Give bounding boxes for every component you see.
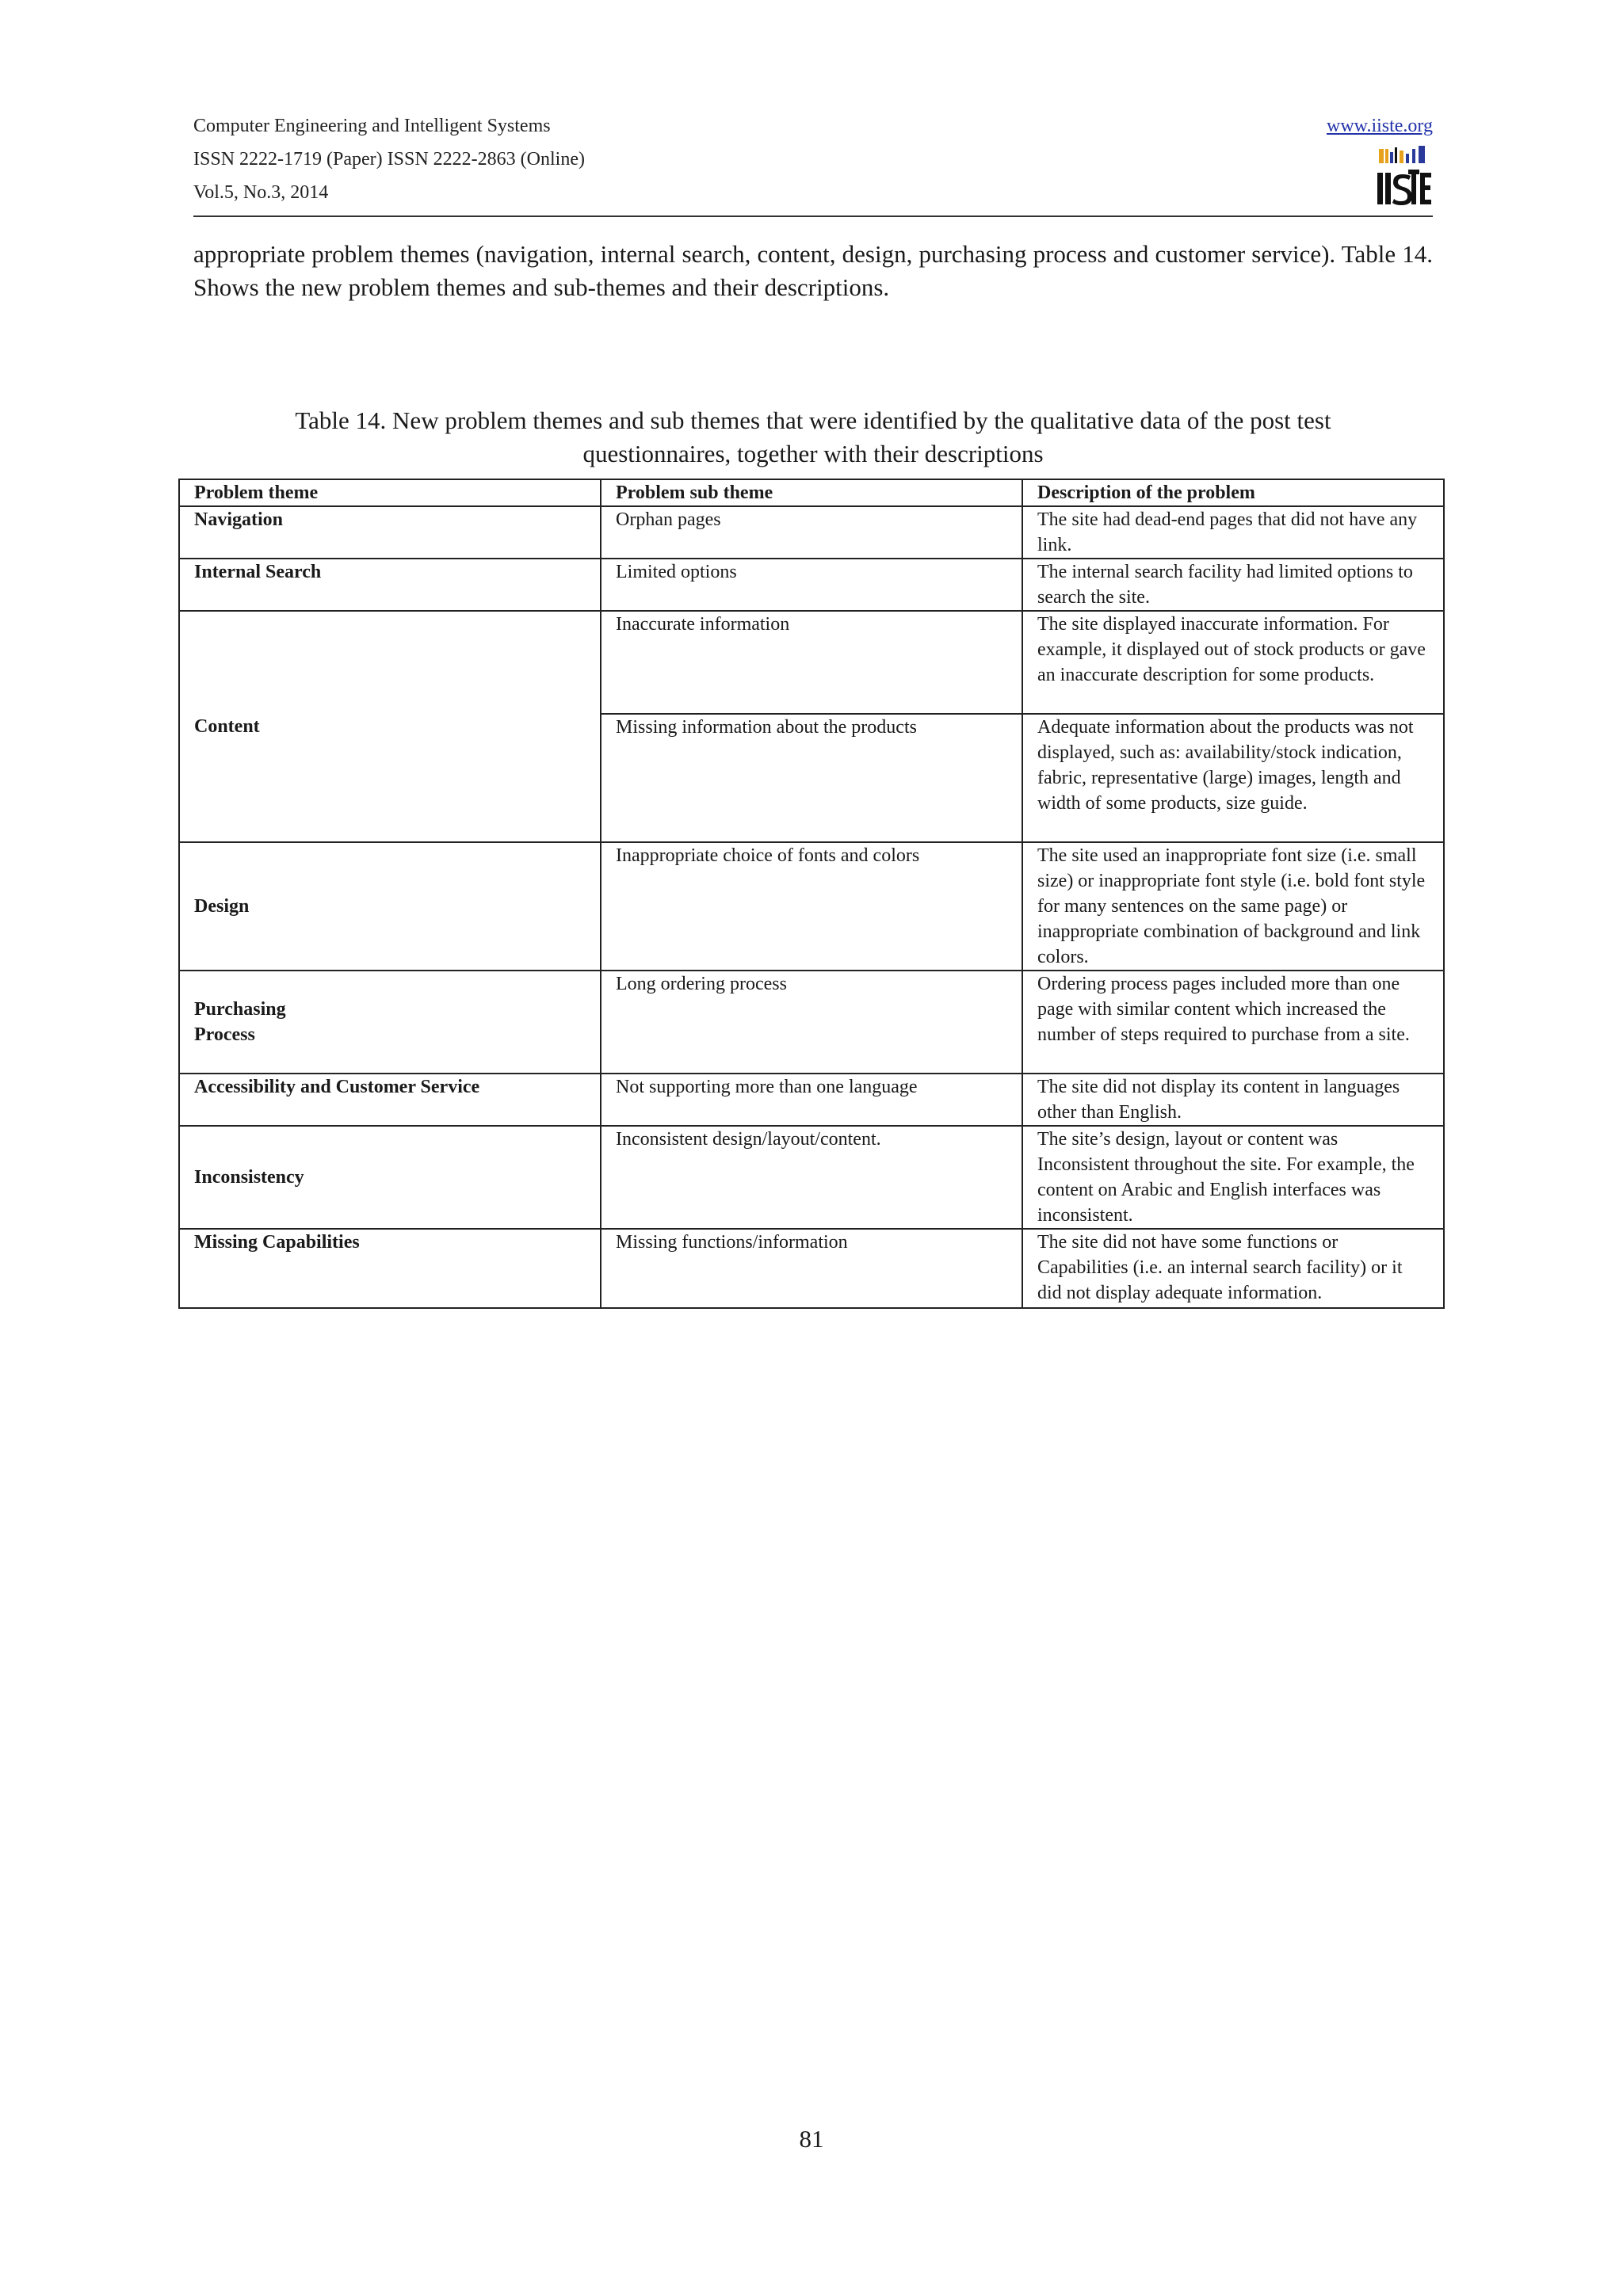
description-cell: The internal search facility had limited options to search the site.: [1022, 559, 1444, 611]
description-cell: The site used an inappropriate font size (i.e. small size) or inappropriate font style (i.e. bold font style for many sentences on the same page) or inappropriate combination of background and link colors.: [1022, 842, 1444, 971]
sub-theme-cell: Missing functions/information: [601, 1229, 1022, 1308]
iiste-logo: [1376, 146, 1433, 208]
table-row: [179, 1074, 1444, 1126]
sub-theme-cell: Inappropriate choice of fonts and colors: [601, 842, 1022, 971]
theme-cell: Missing Capabilities: [179, 1229, 601, 1308]
sub-theme-cell: Missing information about the products: [601, 714, 1022, 842]
table-row: [179, 506, 1444, 559]
volume-line: Vol.5, No.3, 2014: [193, 182, 329, 203]
table-row: [179, 971, 1444, 1074]
table-row: [179, 1126, 1444, 1229]
journal-title: Computer Engineering and Intelligent Systems: [193, 116, 551, 136]
table-header-row: [179, 479, 1444, 506]
issn-line: ISSN 2222-1719 (Paper) ISSN 2222-2863 (Online): [193, 149, 585, 170]
theme-cell: Navigation: [179, 506, 601, 559]
header-problem-theme: Problem theme: [179, 479, 601, 506]
header-description: Description of the problem: [1022, 479, 1444, 506]
problem-themes-table: [178, 479, 1445, 1309]
sub-theme-cell: Not supporting more than one language: [601, 1074, 1022, 1126]
sub-theme-cell: Inconsistent design/layout/content.: [601, 1126, 1022, 1229]
table-caption-line2: questionnaires, together with their descriptions: [582, 440, 1044, 467]
table-caption: [193, 404, 1433, 471]
table-row: [179, 611, 1444, 714]
theme-cell: Inconsistency: [179, 1126, 601, 1229]
table-row: [179, 559, 1444, 611]
description-cell: The site had dead-end pages that did not have any link.: [1022, 506, 1444, 559]
page-number: 81: [799, 2125, 824, 2153]
website-link[interactable]: www.iiste.org: [1327, 116, 1433, 136]
theme-cell: Internal Search: [179, 559, 601, 611]
description-cell: The site did not display its content in languages other than English.: [1022, 1074, 1444, 1126]
table-row: [179, 1229, 1444, 1308]
theme-cell: Content: [179, 611, 601, 842]
header-problem-sub-theme: Problem sub theme: [601, 479, 1022, 506]
page-header: [193, 111, 1433, 217]
description-cell: The site displayed inaccurate information. For example, it displayed out of stock products or gave an inaccurate description for some products.: [1022, 611, 1444, 714]
table-caption-line1: Table 14. New problem themes and sub themes that were identified by the qualitative data of the post test: [295, 406, 1331, 434]
sub-theme-cell: Orphan pages: [601, 506, 1022, 559]
description-cell: Ordering process pages included more than one page with similar content which increased the number of steps required to purchase from a site.: [1022, 971, 1444, 1074]
theme-cell-line2: Process: [194, 1024, 255, 1045]
theme-cell-line1: Purchasing: [194, 999, 286, 1020]
sub-theme-cell: Inaccurate information: [601, 611, 1022, 714]
description-cell: The site’s design, layout or content was Inconsistent throughout the site. For example, the content on Arabic and English interfaces was inconsistent.: [1022, 1126, 1444, 1229]
theme-cell: Accessibility and Customer Service: [179, 1074, 601, 1126]
sub-theme-cell: Limited options: [601, 559, 1022, 611]
sub-theme-cell: Long ordering process: [601, 971, 1022, 1074]
intro-paragraph: appropriate problem themes (navigation, internal search, content, design, purchasing process and customer service). Table 14. Shows the new problem themes and sub-themes and their descriptions.: [193, 240, 1433, 301]
theme-cell: Design: [179, 842, 601, 971]
theme-cell: [179, 971, 601, 1074]
table-row: [179, 842, 1444, 971]
description-cell: The site did not have some functions or Capabilities (i.e. an internal search facility) or it did not display adequate information.: [1022, 1229, 1444, 1308]
description-cell: Adequate information about the products was not displayed, such as: availability/stock indication, fabric, representative (large) images, length and width of some products, size guide.: [1022, 714, 1444, 842]
